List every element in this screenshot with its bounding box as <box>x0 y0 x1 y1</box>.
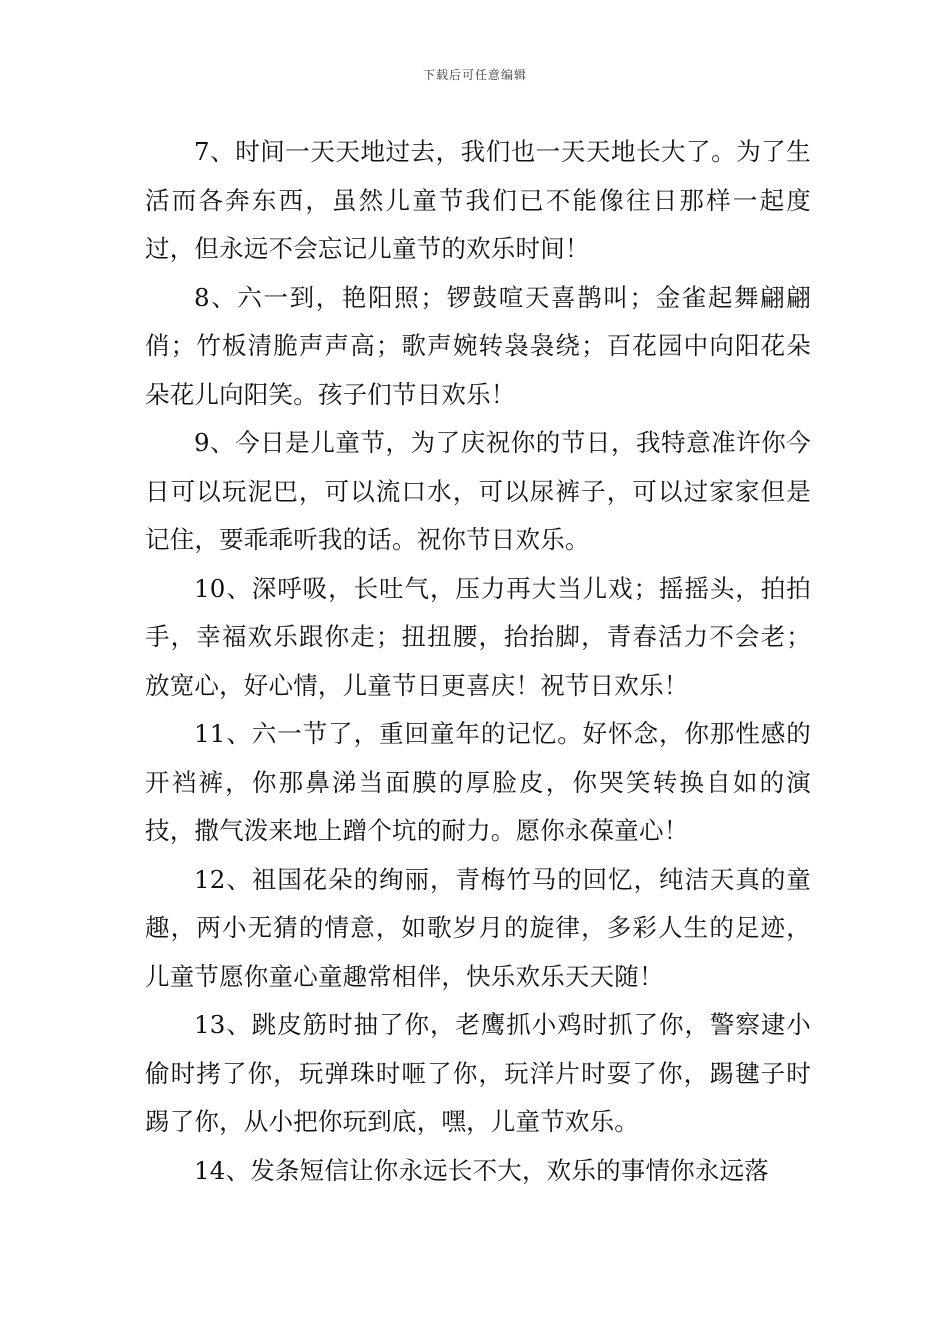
paragraph-8: 8、六一到，艳阳照；锣鼓喧天喜鹊叫；金雀起舞翩翩俏；竹板清脆声声高；歌声婉转袅袅绕；百花园中向阳花朵朵花儿向阳笑。孩子们节日欢乐！ <box>145 282 811 409</box>
document-body <box>145 128 811 1195</box>
paragraph-7: 7、时间一天天地过去，我们也一天天地长大了。为了生活而各奔东西，虽然儿童节我们已不能像往日那样一起度过，但永远不会忘记儿童节的欢乐时间！ <box>145 137 811 263</box>
paragraph-13: 13、跳皮筋时抽了你，老鹰抓小鸡时抓了你，警察逮小偷时拷了你，玩弹珠时咂了你，玩洋片时耍了你，踢毽子时踢了你，从小把你玩到底，嘿，儿童节欢乐。 <box>145 1010 811 1136</box>
paragraph-14: 14、发条短信让你永远长不大，欢乐的事情你永远落 <box>194 1155 769 1185</box>
paragraph-9: 9、今日是儿童节，为了庆祝你的节日，我特意准许你今日可以玩泥巴，可以流口水，可以尿裤子，可以过家家但是记住，要乖乖听我的话。祝你节日欢乐。 <box>145 428 811 554</box>
download-note: 下载后可任意编辑 <box>422 68 527 82</box>
paragraph-10: 10、深呼吸，长吐气，压力再大当儿戏；摇摇头，拍拍手，幸福欢乐跟你走；扭扭腰，抬抬脚，青春活力不会老；放宽心，好心情，儿童节日更喜庆！祝节日欢乐！ <box>145 573 811 700</box>
paragraph-11: 11、六一节了，重回童年的记忆。好怀念，你那性感的开裆裤，你那鼻涕当面膜的厚脸皮，你哭笑转换自如的演技，撒气泼来地上蹭个坑的耐力。愿你永葆童心！ <box>145 719 811 845</box>
paragraph-12: 12、祖国花朵的绚丽，青梅竹马的回忆，纯洁天真的童趣，两小无猜的情意，如歌岁月的旋律，多彩人生的足迹，儿童节愿你童心童趣常相伴，快乐欢乐天天随！ <box>145 864 811 991</box>
